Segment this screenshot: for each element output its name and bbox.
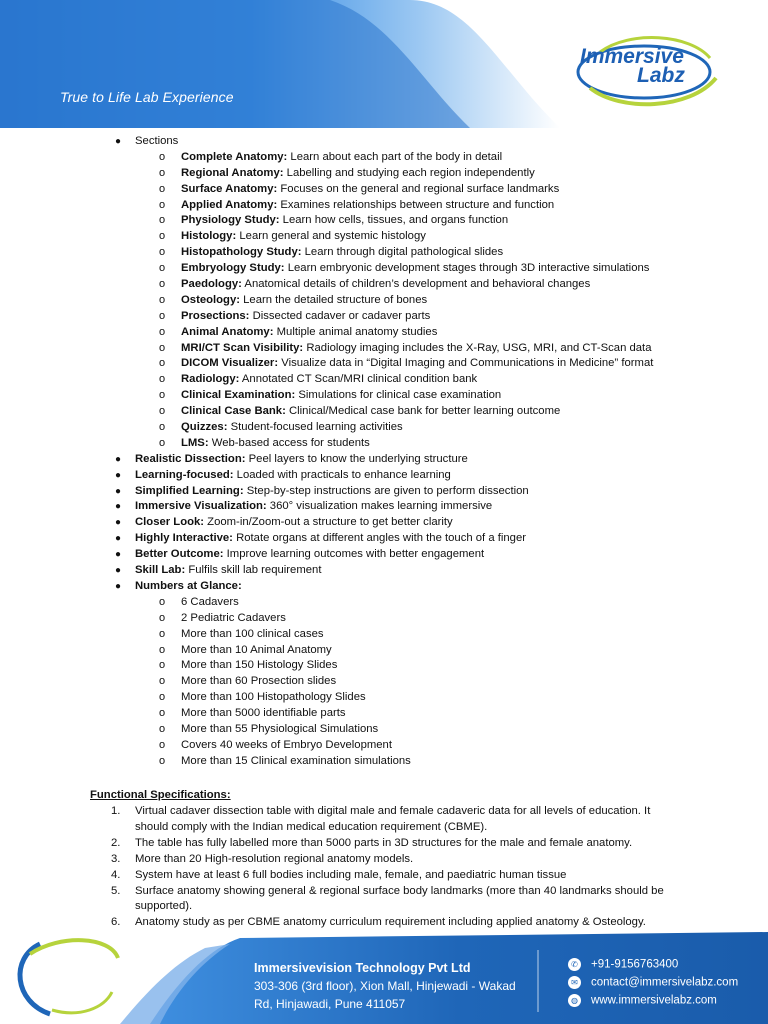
- numbers-item: [0, 738, 768, 754]
- numbers-item-label: [181, 674, 336, 690]
- footer-logo-swoosh-green: [30, 940, 118, 958]
- section-item-label-text: Anatomical details of children’s development and behavioral changes: [241, 278, 591, 291]
- section-item-label-text: Web-based access for students: [208, 436, 370, 449]
- feature-item-label: [135, 531, 526, 547]
- bullet-icon: ●: [115, 485, 122, 497]
- feature-item-label-bold: Learning-focused:: [135, 468, 234, 481]
- circle-bullet-icon: o: [159, 421, 166, 434]
- numbers-item: [0, 611, 768, 627]
- features-list: [0, 452, 768, 595]
- numbers-item: [0, 754, 768, 770]
- feature-item-label: [135, 547, 484, 563]
- functional-spec-item: [0, 804, 768, 820]
- circle-bullet-icon: o: [159, 627, 166, 640]
- section-item: [0, 213, 768, 229]
- section-item-label-text: Focuses on the general and regional surface landmarks: [277, 182, 560, 195]
- section-item-label: [181, 388, 501, 404]
- feature-item-label-bold: Realistic Dissection:: [135, 452, 246, 465]
- circle-bullet-icon: o: [159, 341, 166, 354]
- numbers-item-label-text: 6 Cadavers: [181, 595, 239, 608]
- functional-spec-list: [0, 804, 768, 931]
- feature-item-label-text: Zoom-in/Zoom-out a structure to get better clarity: [204, 516, 453, 529]
- company-address-line2: Rd, Hinjawadi, Pune 411057: [254, 997, 406, 1011]
- feature-item: [0, 579, 768, 595]
- circle-bullet-icon: o: [159, 707, 166, 720]
- section-item-label-bold: Osteology:: [181, 293, 240, 306]
- section-item-label-text: Simulations for clinical case examination: [295, 389, 502, 402]
- section-item-label-text: Learn the detailed structure of bones: [240, 293, 428, 306]
- numbers-item-label-text: More than 55 Physiological Simulations: [181, 722, 379, 735]
- website-link[interactable]: www.immersivelabz.com: [591, 994, 717, 1007]
- functional-spec-title-row: [0, 788, 768, 805]
- numbers-item-label: [181, 643, 332, 659]
- circle-bullet-icon: o: [159, 198, 166, 211]
- circle-bullet-icon: o: [159, 373, 166, 386]
- section-item-label-bold: Embryology Study:: [181, 262, 285, 275]
- circle-bullet-icon: o: [159, 246, 166, 259]
- sections-heading-row: [0, 134, 768, 150]
- functional-spec-title: Functional Specifications:: [90, 788, 231, 801]
- section-item-label-text: Examines relationships between structure and function: [277, 198, 555, 211]
- circle-bullet-icon: o: [159, 722, 166, 735]
- bullet-icon: ●: [115, 517, 122, 529]
- spec-number: 6.: [111, 916, 121, 929]
- spec-text: System have at least 6 full bodies including male, female, and paediatric human tissue: [135, 868, 567, 881]
- numbers-item-label-text: 2 Pediatric Cadavers: [181, 611, 286, 624]
- numbers-item: [0, 643, 768, 659]
- numbers-item-label-text: Covers 40 weeks of Embryo Development: [181, 738, 392, 751]
- circle-bullet-icon: o: [159, 278, 166, 291]
- spec-number: 1.: [111, 805, 121, 818]
- section-item: [0, 356, 768, 372]
- circle-bullet-icon: o: [159, 405, 166, 418]
- feature-item-label-text: Fulfils skill lab requirement: [185, 564, 322, 577]
- section-item-label-bold: Quizzes:: [181, 421, 228, 434]
- section-item-label-bold: Animal Anatomy:: [181, 325, 274, 338]
- section-item-label-text: Annotated CT Scan/MRI clinical condition bank: [239, 373, 478, 386]
- functional-spec-item: [0, 899, 768, 915]
- feature-item: [0, 484, 768, 500]
- numbers-item-label: [181, 722, 378, 738]
- numbers-item-label-text: More than 100 Histopathology Slides: [181, 691, 366, 704]
- circle-bullet-icon: o: [159, 738, 166, 751]
- feature-item: [0, 452, 768, 468]
- section-item-label-text: Learn about each part of the body in detail: [287, 150, 503, 163]
- numbers-item-label-text: More than 60 Prosection slides: [181, 675, 337, 688]
- numbers-item-label: [181, 754, 411, 770]
- section-item-label: [181, 341, 651, 357]
- numbers-item: [0, 674, 768, 690]
- feature-item-label-bold: Immersive Visualization:: [135, 500, 267, 513]
- feature-item-label: [135, 468, 451, 484]
- feature-item-label-text: 360° visualization makes learning immersive: [266, 500, 493, 513]
- feature-item-label-text: Step-by-step instructions are given to perform dissection: [243, 484, 529, 497]
- numbers-list: [0, 595, 768, 770]
- section-item-label-text: Labelling and studying each region independently: [283, 166, 535, 179]
- document-body: [0, 134, 768, 931]
- numbers-item: [0, 595, 768, 611]
- bullet-icon: ●: [115, 469, 122, 481]
- section-item: [0, 436, 768, 452]
- section-item-label-text: Learn how cells, tissues, and organs function: [279, 214, 509, 227]
- feature-item: [0, 499, 768, 515]
- section-item-label: [181, 309, 430, 325]
- section-item-label-bold: Paedology:: [181, 278, 242, 291]
- circle-bullet-icon: o: [159, 230, 166, 243]
- section-item-label-bold: Histopathology Study:: [181, 246, 302, 259]
- spec-text: should comply with the Indian medical education requirement (CBME).: [135, 821, 488, 834]
- bullet-icon: ●: [115, 565, 122, 577]
- section-item: [0, 420, 768, 436]
- email-icon: ✉: [568, 976, 581, 989]
- spec-text: Anatomy study as per CBME anatomy curriculum requirement including applied anatomy & Osteology.: [135, 916, 646, 929]
- numbers-item-label-text: More than 15 Clinical examination simulations: [181, 754, 411, 767]
- section-item: [0, 198, 768, 214]
- section-item: [0, 388, 768, 404]
- feature-item-label-bold: Closer Look:: [135, 516, 205, 529]
- section-item: [0, 245, 768, 261]
- section-item-label-text: Radiology imaging includes the X-Ray, USG, MRI, and CT-Scan data: [303, 341, 652, 354]
- spec-number: 2.: [111, 836, 121, 849]
- circle-bullet-icon: o: [159, 182, 166, 195]
- header-tagline: True to Life Lab Experience: [60, 89, 234, 105]
- feature-item-label-text: Improve learning outcomes with better engagement: [223, 548, 485, 561]
- section-item-label: [181, 229, 426, 245]
- section-item: [0, 309, 768, 325]
- spec-text: supported).: [135, 900, 193, 913]
- functional-spec-item: [0, 884, 768, 900]
- functional-spec-item: [0, 868, 768, 884]
- section-item-label: [181, 277, 590, 293]
- sections-heading: Sections: [135, 135, 179, 147]
- circle-bullet-icon: o: [159, 325, 166, 338]
- circle-bullet-icon: o: [159, 357, 166, 370]
- contact-phone: [568, 958, 678, 971]
- functional-spec-item: [0, 820, 768, 836]
- section-item: [0, 277, 768, 293]
- spec-number: 3.: [111, 852, 121, 865]
- numbers-item-label-text: More than 10 Animal Anatomy: [181, 643, 332, 656]
- feature-item-label: [135, 499, 492, 515]
- section-item: [0, 150, 768, 166]
- numbers-item-label: [181, 627, 324, 643]
- section-item-label: [181, 261, 649, 277]
- circle-bullet-icon: o: [159, 214, 166, 227]
- feature-item-label: [135, 515, 453, 531]
- section-item-label: [181, 245, 503, 261]
- circle-bullet-icon: o: [159, 643, 166, 656]
- circle-bullet-icon: o: [159, 436, 166, 449]
- numbers-item-label: [181, 611, 286, 627]
- feature-item: [0, 531, 768, 547]
- section-item-label-text: Visualize data in “Digital Imaging and Communications in Medicine” format: [278, 357, 654, 370]
- feature-item: [0, 563, 768, 579]
- phone-number: +91-9156763400: [591, 958, 679, 971]
- section-item-label: [181, 166, 535, 182]
- numbers-item-label-text: More than 150 Histology Slides: [181, 659, 338, 672]
- email-address[interactable]: contact@immersivelabz.com: [591, 976, 739, 989]
- company-name: Immersivevision Technology Pvt Ltd: [254, 961, 471, 975]
- section-item-label-text: Multiple animal anatomy studies: [273, 325, 438, 338]
- feature-item-label-text: Peel layers to know the underlying structure: [245, 452, 468, 465]
- globe-icon: ◍: [568, 994, 581, 1007]
- circle-bullet-icon: o: [159, 659, 166, 672]
- section-item: [0, 166, 768, 182]
- section-item-label-text: Clinical/Medical case bank for better learning outcome: [285, 405, 561, 418]
- spec-text: Surface anatomy showing general & regional surface body landmarks (more than 40 landmarks should be: [135, 884, 664, 897]
- section-item: [0, 293, 768, 309]
- circle-bullet-icon: o: [159, 150, 166, 163]
- spec-number: 4.: [111, 868, 121, 881]
- section-item-label-bold: Surface Anatomy:: [181, 182, 278, 195]
- circle-bullet-icon: o: [159, 611, 166, 624]
- section-item-label-bold: MRI/CT Scan Visibility:: [181, 341, 304, 354]
- contact-email[interactable]: [568, 976, 738, 989]
- section-item-label: [181, 356, 653, 372]
- numbers-item-label: [181, 738, 392, 754]
- section-item: [0, 325, 768, 341]
- section-item-label: [181, 372, 477, 388]
- section-item-label: [181, 404, 560, 420]
- section-item-label: [181, 436, 370, 452]
- section-item-label-bold: Histology:: [181, 230, 237, 243]
- section-item: [0, 404, 768, 420]
- company-address-line1: 303-306 (3rd floor), Xion Mall, Hinjewadi - Wakad: [254, 979, 516, 993]
- numbers-item: [0, 690, 768, 706]
- numbers-item-label: [181, 690, 366, 706]
- page-footer: [0, 918, 768, 1024]
- feature-item: [0, 468, 768, 484]
- logo-text-labz: Labz: [637, 64, 685, 87]
- bullet-icon: ●: [115, 453, 122, 465]
- numbers-item: [0, 658, 768, 674]
- spec-text: The table has fully labelled more than 5000 parts in 3D structures for the male and female anatomy.: [135, 836, 633, 849]
- section-item-label-bold: Radiology:: [181, 373, 240, 386]
- feature-item-label-text: Rotate organs at different angles with the touch of a finger: [232, 532, 527, 545]
- spec-text: More than 20 High-resolution regional anatomy models.: [135, 852, 414, 865]
- feature-item-label: [135, 563, 321, 579]
- logo-text-immersive: Immersive: [580, 45, 684, 68]
- section-item-label-bold: Clinical Case Bank:: [181, 405, 286, 418]
- feature-item-label-bold: Highly Interactive:: [135, 532, 233, 545]
- circle-bullet-icon: o: [159, 389, 166, 402]
- section-item-label-text: Learn through digital pathological slides: [301, 246, 504, 259]
- circle-bullet-icon: o: [159, 675, 166, 688]
- feature-item-label-text: Loaded with practicals to enhance learning: [233, 468, 451, 481]
- circle-bullet-icon: o: [159, 293, 166, 306]
- circle-bullet-icon: o: [159, 691, 166, 704]
- numbers-item-label: [181, 658, 337, 674]
- feature-item-label-bold: Simplified Learning:: [135, 484, 244, 497]
- numbers-item: [0, 706, 768, 722]
- feature-item-label: [135, 484, 529, 500]
- page-header: [0, 0, 768, 128]
- functional-spec-item: [0, 836, 768, 852]
- section-item-label-bold: DICOM Visualizer:: [181, 357, 279, 370]
- section-item-label-text: Learn general and systemic histology: [236, 230, 426, 243]
- numbers-item: [0, 627, 768, 643]
- circle-bullet-icon: o: [159, 166, 166, 179]
- circle-bullet-icon: o: [159, 262, 166, 275]
- section-item: [0, 261, 768, 277]
- section-item-label-bold: Clinical Examination:: [181, 389, 296, 402]
- feature-item-label-bold: Better Outcome:: [135, 548, 224, 561]
- feature-item: [0, 547, 768, 563]
- bullet-icon: ●: [115, 549, 122, 561]
- section-item-label-text: Student-focused learning activities: [227, 421, 403, 434]
- bullet-icon: ●: [115, 580, 122, 592]
- phone-icon: ✆: [568, 958, 581, 971]
- numbers-item-label: [181, 706, 346, 722]
- section-item-label-bold: LMS:: [181, 436, 209, 449]
- numbers-item-label-text: More than 5000 identifiable parts: [181, 707, 346, 720]
- bullet-icon: ●: [115, 501, 122, 513]
- spec-text: Virtual cadaver dissection table with digital male and female cadaveric data for all levels of education. It: [135, 805, 651, 818]
- section-item-label-bold: Regional Anatomy:: [181, 166, 284, 179]
- section-item: [0, 229, 768, 245]
- circle-bullet-icon: o: [159, 595, 166, 608]
- numbers-item-label-text: More than 100 clinical cases: [181, 627, 324, 640]
- section-item-label: [181, 325, 437, 341]
- functional-spec-item: [0, 852, 768, 868]
- section-item-label: [181, 420, 403, 436]
- spec-number: 5.: [111, 884, 121, 897]
- feature-item-label-bold: Numbers at Glance:: [135, 579, 242, 592]
- section-item-label-bold: Physiology Study:: [181, 214, 280, 227]
- circle-bullet-icon: o: [159, 309, 166, 322]
- section-item: [0, 182, 768, 198]
- numbers-item-label: [181, 595, 239, 611]
- section-item-label: [181, 293, 427, 309]
- section-item-label: [181, 150, 502, 166]
- feature-item: [0, 515, 768, 531]
- numbers-item: [0, 722, 768, 738]
- section-item-label: [181, 198, 554, 214]
- circle-bullet-icon: o: [159, 754, 166, 767]
- sections-list: [0, 150, 768, 452]
- section-item-label-bold: Applied Anatomy:: [181, 198, 278, 211]
- section-item-label-bold: Complete Anatomy:: [181, 150, 288, 163]
- feature-item-label-bold: Skill Lab:: [135, 564, 186, 577]
- feature-item-label: [135, 579, 242, 595]
- bullet-icon: ●: [115, 136, 122, 147]
- feature-item-label: [135, 452, 468, 468]
- section-item-label-text: Dissected cadaver or cadaver parts: [249, 309, 431, 322]
- bullet-icon: ●: [115, 533, 122, 545]
- contact-website[interactable]: [568, 994, 717, 1007]
- footer-logo-swoosh-blue: [20, 944, 50, 1014]
- section-item: [0, 372, 768, 388]
- section-item: [0, 341, 768, 357]
- section-item-label: [181, 213, 508, 229]
- section-item-label-bold: Prosections:: [181, 309, 250, 322]
- section-item-label-text: Learn embryonic development stages through 3D interactive simulations: [284, 262, 650, 275]
- section-item-label: [181, 182, 559, 198]
